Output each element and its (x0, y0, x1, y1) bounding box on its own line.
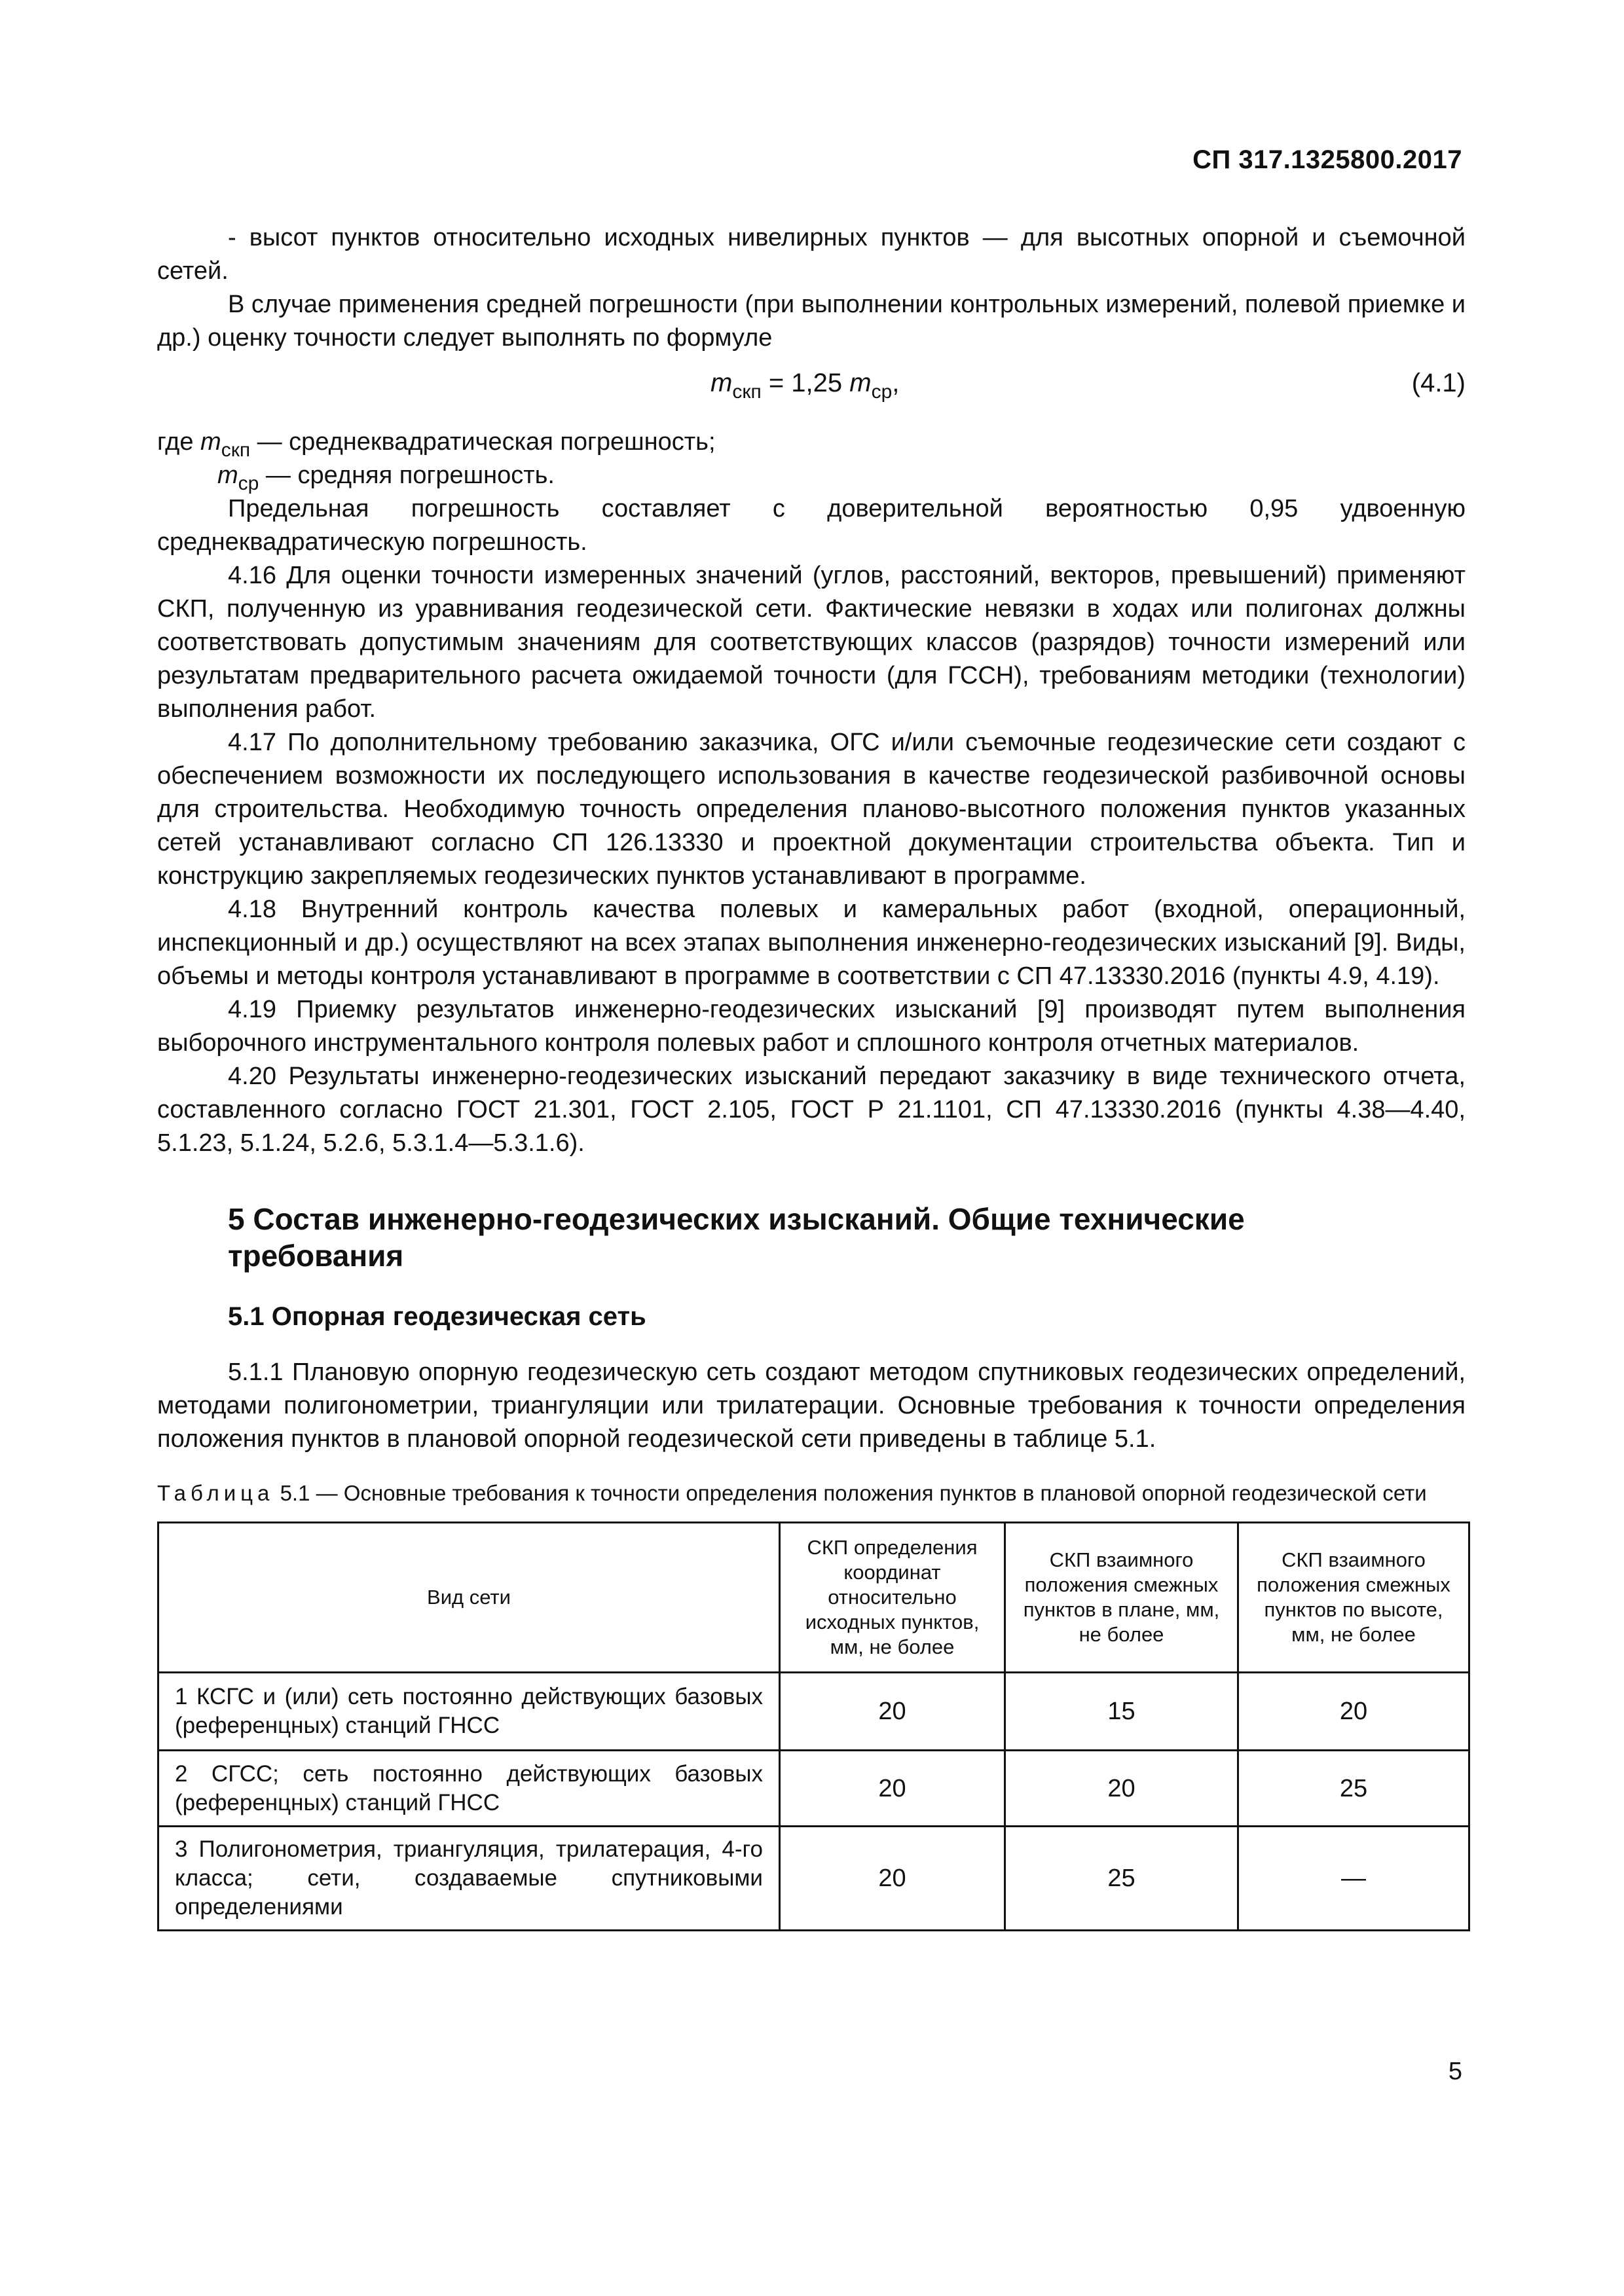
formula-number: (4.1) (1411, 369, 1466, 397)
table-header-row (158, 1523, 1469, 1673)
legend-line (157, 459, 1466, 492)
table-cell-name: 3 Полигонометрия, триангуляция, трилатерация, 4-го класса; сети, создаваемые спутниковыми определениями (158, 1827, 780, 1931)
table-cell-name: 2 СГСС; сеть постоянно действующих базовых (референцных) станций ГНСС (158, 1751, 780, 1827)
subsection-heading: 5.1 Опорная геодезическая сеть (228, 1302, 646, 1331)
table-row (158, 1751, 1469, 1827)
column-header: СКП определения координат относительно исходных пунктов, мм, не более (780, 1523, 1005, 1673)
table-cell: 20 (780, 1673, 1005, 1751)
formula-subscript: скп (732, 381, 762, 403)
formula-punctuation: , (892, 369, 900, 397)
page-content (157, 221, 1466, 1931)
legend-text: — средняя погрешность. (265, 462, 555, 489)
legend-prefix: где (157, 428, 194, 456)
table-caption-label: Таблица (157, 1481, 274, 1505)
clause-4-19: 4.19 Приемку результатов инженерно-геодезических изысканий [9] производят путем выполнения выборочного инструментального контроля полевых работ и сплошного контроля отчетных материалов. (157, 996, 1466, 1057)
section-heading: 5 Состав инженерно-геодезических изысканий. Общие технические требования (228, 1202, 1245, 1273)
formula-subscript: ср (871, 381, 893, 403)
table-caption (157, 1480, 1466, 1507)
table-cell: 25 (1005, 1827, 1238, 1931)
formula-legend (157, 426, 1466, 492)
page-number: 5 (1448, 2058, 1462, 2085)
formula-symbol: m (710, 369, 733, 397)
formula-coefficient: = 1,25 (768, 369, 843, 397)
legend-line (157, 426, 1466, 459)
table-caption-text: 5.1 — Основные требования к точности определения положения пунктов в плановой опорной геодезической сети (280, 1481, 1427, 1505)
column-header: Вид сети (158, 1523, 780, 1673)
document-code: СП 317.1325800.2017 (1192, 145, 1462, 174)
column-header: СКП взаимного положения смежных пунктов по высоте, мм, не более (1238, 1523, 1469, 1673)
table-cell: 20 (1005, 1751, 1238, 1827)
table-cell: 20 (780, 1751, 1005, 1827)
paragraph: Предельная погрешность составляет с доверительной вероятностью 0,95 удвоенную среднеквадратическую погрешность. (157, 495, 1466, 556)
legend-subscript: скп (221, 439, 251, 461)
legend-subscript: ср (238, 473, 259, 494)
table-row (158, 1827, 1469, 1931)
column-header: СКП взаимного положения смежных пунктов в плане, мм, не более (1005, 1523, 1238, 1673)
paragraph: В случае применения средней погрешности (при выполнении контрольных измерений, полевой приемке и др.) оценку точности следует выполнять по формуле (157, 291, 1466, 352)
table-cell: 25 (1238, 1751, 1469, 1827)
requirements-table (157, 1522, 1470, 1931)
clause-4-16: 4.16 Для оценки точности измеренных значений (углов, расстояний, векторов, превышений) применяют СКП, полученную из уравнивания геодезической сети. Фактические невязки в ходах или полигонах должны соответствовать допустимым значениям для соответствующих классов (разрядов) точности измерений или результатам предварительного расчета ожидаемой точности (для ГССН), требованиям методики (технологии) выполнения работ. (157, 562, 1466, 723)
legend-symbol: m (200, 428, 221, 456)
formula-expression (710, 367, 900, 403)
paragraph: - высот пунктов относительно исходных нивелирных пунктов — для высотных опорной и съемочной сетей. (157, 224, 1466, 285)
clause-4-20: 4.20 Результаты инженерно-геодезических изысканий передают заказчику в виде технического отчета, составленного согласно ГОСТ 21.301, ГОСТ 2.105, ГОСТ Р 21.1101, СП 47.13330.2016 (пункты 4.38—4.40, 5.1.23, 5.1.24, 5.2.6, 5.3.1.4—5.3.1.6). (157, 1063, 1466, 1157)
formula-4-1 (157, 367, 1466, 407)
table-row (158, 1673, 1469, 1751)
legend-symbol: m (217, 462, 238, 489)
clause-4-17: 4.17 По дополнительному требованию заказчика, ОГС и/или съемочные геодезические сети создают с обеспечением возможности их последующего использования в качестве геодезической разбивочной основы для строительства. Необходимую точность определения планово-высотного положения пунктов указанных сетей устанавливают согласно СП 126.13330 и проектной документации строительства объекта. Тип и конструкцию закрепляемых геодезических пунктов устанавливают в программе. (157, 729, 1466, 890)
table-cell: 20 (780, 1827, 1005, 1931)
formula-symbol: m (849, 369, 872, 397)
table-cell: 20 (1238, 1673, 1469, 1751)
clause-5-1-1: 5.1.1 Плановую опорную геодезическую сеть создают методом спутниковых геодезических определений, методами полигонометрии, триангуляции или трилатерации. Основные требования к точности определения положения пунктов в плановой опорной геодезической сети приведены в таблице 5.1. (157, 1358, 1466, 1453)
legend-text: — среднеквадратическая погрешность; (257, 428, 716, 456)
table-cell: — (1238, 1827, 1469, 1931)
clause-4-18: 4.18 Внутренний контроль качества полевых и камеральных работ (входной, операционный, инспекционный и др.) осуществляют на всех этапах выполнения инженерно-геодезических изысканий [9]. Виды, объемы и методы контроля устанавливают в программе в соответствии с СП 47.13330.2016 (пункты 4.9, 4.19). (157, 896, 1466, 990)
table-cell-name: 1 КСГС и (или) сеть постоянно действующих базовых (референцных) станций ГНСС (158, 1673, 780, 1751)
table-cell: 15 (1005, 1673, 1238, 1751)
